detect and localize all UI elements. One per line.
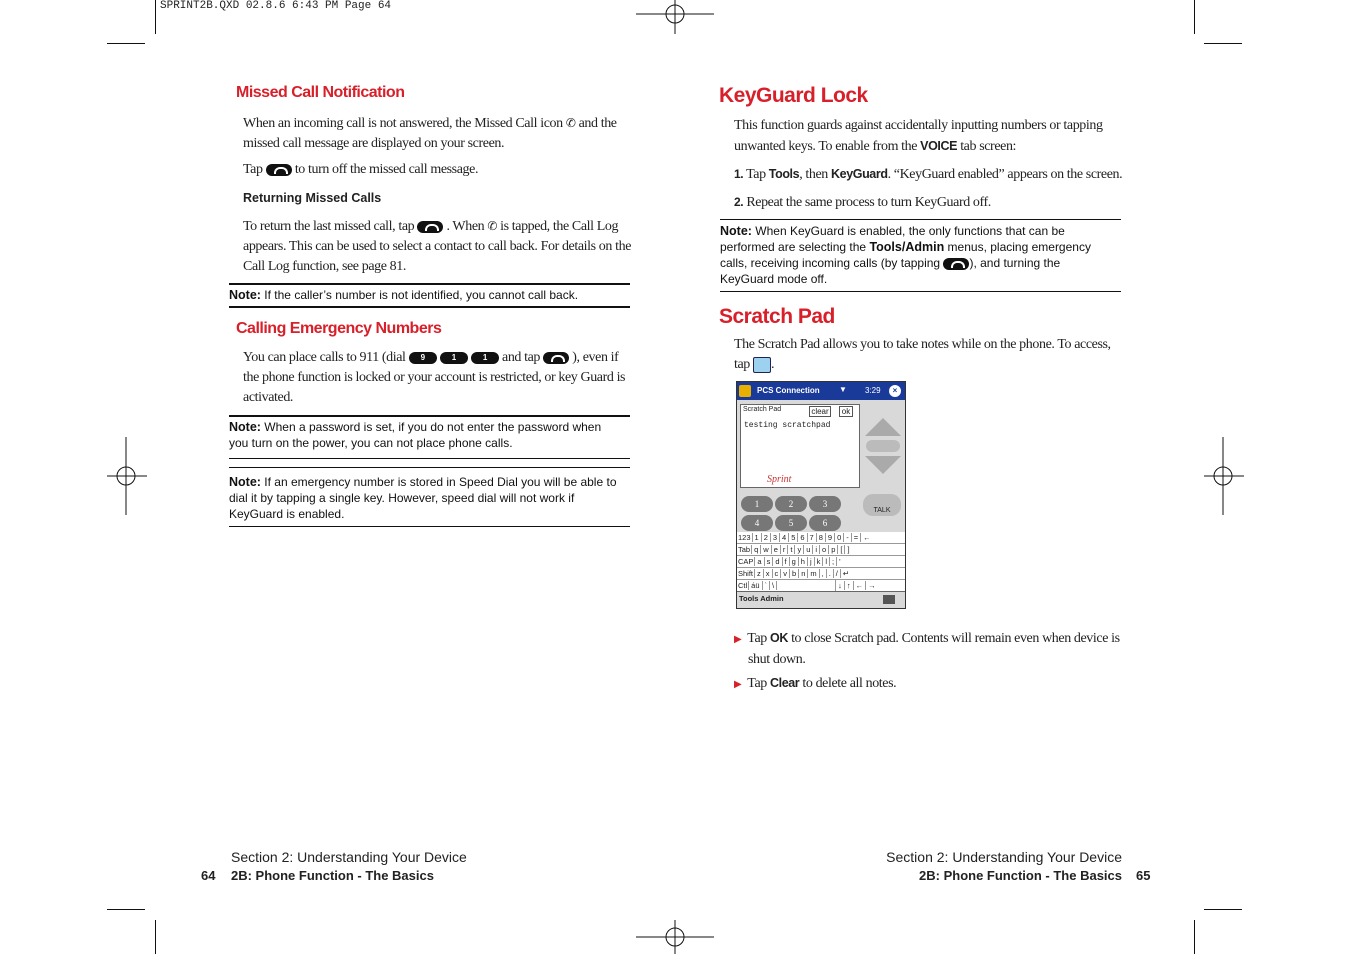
- kb-key[interactable]: ;: [830, 557, 837, 566]
- missed-call-tap: [243, 160, 478, 180]
- scratch-pad-paragraph: [734, 335, 1129, 375]
- missed-call-icon: ✆: [487, 219, 498, 233]
- key-4[interactable]: 4: [741, 515, 773, 531]
- divider: [229, 458, 630, 459]
- missed-call-heading: Missed Call Notification: [236, 84, 405, 101]
- bullet-arrow-icon: ▶: [734, 679, 742, 690]
- key-6[interactable]: 6: [809, 515, 841, 531]
- kb-key[interactable]: t: [788, 545, 795, 554]
- text: to turn off the missed call message.: [294, 162, 479, 177]
- text: If the caller’s number is not identified, you cannot call back.: [264, 288, 579, 302]
- talk-label: TALK: [873, 507, 891, 514]
- dial-keys: [740, 494, 860, 532]
- divider: [229, 526, 630, 527]
- keyguard-step-2: [734, 192, 1134, 213]
- text: tap: [734, 357, 750, 372]
- kb-key[interactable]: h: [799, 557, 808, 566]
- brand-logo: Sprint: [767, 474, 792, 485]
- soft-keyboard[interactable]: [737, 532, 905, 592]
- windows-start-icon[interactable]: [739, 385, 751, 397]
- kb-key[interactable]: v: [781, 569, 790, 578]
- text: To return the last missed call, tap: [243, 219, 415, 234]
- kb-key[interactable]: n: [799, 569, 808, 578]
- text: , then: [799, 167, 828, 182]
- registration-mark-left: [107, 437, 147, 515]
- text: appears. This can be used to select a contact to call back. For details on the: [243, 239, 632, 254]
- text: Repeat the same process to turn KeyGuard off.: [746, 195, 991, 210]
- kb-key[interactable]: f: [783, 557, 790, 566]
- kb-key[interactable]: Shift: [738, 569, 754, 578]
- kb-key[interactable]: 5: [789, 533, 798, 542]
- text: the phone function is locked or your account is restricted, or key Guard is: [243, 370, 626, 385]
- kb-key[interactable]: `: [763, 581, 771, 590]
- key-5[interactable]: 5: [775, 515, 807, 531]
- text: You can place calls to 911 (dial: [243, 350, 406, 365]
- down-arrow-icon[interactable]: [865, 456, 901, 474]
- note-caller: [229, 287, 578, 303]
- text: This function guards against accidentally inputting numbers or tapping: [734, 118, 1103, 133]
- kb-key[interactable]: b: [790, 569, 799, 578]
- title-bar: [737, 382, 905, 400]
- note-speed-dial: [229, 474, 629, 522]
- tools-label: Tools: [768, 167, 800, 181]
- kb-key[interactable]: x: [764, 569, 773, 578]
- kb-key[interactable]: g: [790, 557, 799, 566]
- space-bar[interactable]: [777, 580, 836, 591]
- voice-label: VOICE: [920, 139, 958, 153]
- kb-key[interactable]: ': [839, 557, 841, 566]
- tools-admin-menu[interactable]: Tools Admin: [739, 594, 784, 603]
- text: and the: [578, 116, 617, 131]
- arrow-up-icon[interactable]: ↑: [845, 581, 854, 590]
- text: KeyGuard mode off.: [720, 272, 828, 286]
- scratch-pad-panel: [740, 404, 860, 488]
- text: Call Log function, see page 81.: [243, 259, 406, 274]
- up-arrow-icon[interactable]: [865, 418, 901, 436]
- note-label: Note:: [229, 288, 261, 302]
- kb-key[interactable]: u: [804, 545, 813, 554]
- keyboard-row-2: [737, 544, 905, 556]
- footer-page-number: 64: [201, 868, 216, 883]
- keyguard-label: KeyGuard: [831, 167, 888, 181]
- missed-call-icon: ✆: [565, 116, 576, 130]
- end-key-icon: [266, 164, 292, 176]
- registration-mark-top: [636, 0, 714, 34]
- kb-key[interactable]: -: [844, 533, 852, 542]
- text: Tap: [747, 631, 767, 646]
- note-label: Note:: [229, 420, 261, 434]
- crop-mark: [1194, 0, 1195, 34]
- kb-key[interactable]: CAP: [738, 557, 754, 566]
- arrow-right-icon[interactable]: →: [868, 581, 876, 590]
- note-keyguard: [720, 223, 1125, 287]
- kb-key[interactable]: w: [761, 545, 771, 554]
- kb-key[interactable]: Tab: [738, 545, 751, 554]
- returning-missed-calls-heading: Returning Missed Calls: [243, 191, 382, 205]
- text: When an incoming call is not answered, the Missed Call icon: [243, 116, 563, 131]
- bullet-arrow-icon: ▶: [734, 634, 742, 645]
- backspace-icon[interactable]: ←: [863, 533, 871, 542]
- emergency-paragraph: [243, 348, 633, 408]
- kb-key[interactable]: 6: [798, 533, 807, 542]
- divider: [229, 467, 630, 468]
- kb-key[interactable]: m: [808, 569, 819, 578]
- missed-call-paragraph: [243, 113, 633, 154]
- kb-key[interactable]: e: [772, 545, 781, 554]
- key-1-icon: 1: [440, 352, 468, 364]
- screen-title: PCS Connection: [757, 386, 820, 395]
- kb-key[interactable]: c: [773, 569, 782, 578]
- bullet-clear: [734, 673, 1129, 695]
- kb-key[interactable]: a: [755, 557, 764, 566]
- crop-mark: [107, 909, 145, 910]
- step-number: 2.: [734, 195, 744, 209]
- arrow-left-icon[interactable]: ←: [854, 581, 867, 590]
- footer-chapter: 2B: Phone Function - The Basics: [919, 868, 1122, 883]
- signal-icon: ▼: [839, 385, 847, 394]
- text: activated.: [243, 390, 294, 405]
- keyguard-heading: KeyGuard Lock: [719, 84, 868, 107]
- kb-key[interactable]: 1: [753, 533, 762, 542]
- keyboard-icon[interactable]: [883, 595, 895, 604]
- step-number: 1.: [734, 167, 744, 181]
- kb-key[interactable]: ]: [847, 545, 850, 554]
- kb-key[interactable]: 9: [826, 533, 835, 542]
- returning-paragraph: [243, 216, 633, 277]
- keyboard-row-4: [737, 568, 905, 580]
- text: The Scratch Pad allows you to take notes while on the phone. To access,: [734, 337, 1111, 352]
- footer-chapter: 2B: Phone Function - The Basics: [231, 868, 434, 883]
- divider: [229, 306, 630, 308]
- talk-button[interactable]: [863, 494, 901, 516]
- text: shut down.: [748, 652, 806, 667]
- note-text-area[interactable]: testing scratchpad: [744, 421, 831, 430]
- divider: [229, 415, 630, 417]
- text: and tap: [502, 350, 541, 365]
- menu-bar: [737, 591, 905, 608]
- talk-key-icon: [543, 352, 569, 364]
- crop-mark: [1204, 43, 1242, 44]
- enter-icon[interactable]: ↵: [842, 569, 850, 578]
- registration-mark-right: [1204, 437, 1244, 515]
- keyguard-paragraph: [734, 116, 1129, 157]
- footer-section: Section 2: Understanding Your Device: [231, 849, 467, 865]
- text: When a password is set, if you do not enter the password when: [264, 420, 602, 434]
- keyguard-step-1: [734, 164, 1134, 185]
- kb-key[interactable]: .: [827, 569, 834, 578]
- crop-mark: [155, 0, 156, 34]
- clock: 3:29: [865, 386, 881, 395]
- keyboard-row-3: [737, 556, 905, 568]
- crop-mark: [1204, 909, 1242, 910]
- kb-key[interactable]: l: [823, 557, 830, 566]
- kb-key[interactable]: 0: [835, 533, 844, 542]
- keyboard-row-1: [737, 532, 905, 544]
- kb-key[interactable]: p: [829, 545, 838, 554]
- text: .: [771, 357, 775, 372]
- footer-page-number: 65: [1136, 868, 1151, 883]
- note-label: Note:: [229, 475, 261, 489]
- key-9-icon: 9: [409, 352, 437, 364]
- crop-mark: [1194, 920, 1195, 954]
- kb-key[interactable]: ,: [820, 569, 827, 578]
- crop-mark: [155, 920, 156, 954]
- text: to delete all notes.: [802, 676, 897, 691]
- note-password: [229, 419, 629, 451]
- text: ), and turning the: [969, 256, 1061, 270]
- kb-key[interactable]: k: [815, 557, 824, 566]
- tools-admin-label: Tools/Admin: [869, 240, 945, 254]
- kb-key[interactable]: /: [834, 569, 841, 578]
- device-screenshot: [736, 381, 906, 609]
- divider: [720, 219, 1121, 220]
- text: menus, placing emergency: [947, 240, 1091, 254]
- crop-mark: [107, 43, 145, 44]
- text: is tapped, the Call Log: [500, 219, 619, 234]
- close-icon[interactable]: ×: [889, 385, 901, 397]
- clear-button[interactable]: clear: [809, 406, 831, 417]
- kb-key[interactable]: 8: [817, 533, 826, 542]
- footer-section: Section 2: Understanding Your Device: [886, 849, 1122, 865]
- text: to close Scratch pad. Contents will remain even when device is: [791, 631, 1120, 646]
- kb-key[interactable]: 3: [771, 533, 780, 542]
- talk-key-icon: [943, 258, 969, 270]
- kb-key[interactable]: o: [820, 545, 829, 554]
- divider: [229, 283, 630, 285]
- pad-label: Scratch Pad: [743, 406, 782, 413]
- kb-key[interactable]: áü: [749, 581, 762, 590]
- kb-key[interactable]: \: [770, 581, 777, 590]
- kb-key[interactable]: [: [838, 545, 845, 554]
- arrow-down-icon[interactable]: ↓: [836, 581, 845, 590]
- key-2[interactable]: 2: [775, 496, 807, 512]
- kb-key[interactable]: d: [773, 557, 782, 566]
- text: When KeyGuard is enabled, the only functions that can be: [755, 224, 1065, 238]
- kb-key[interactable]: 4: [780, 533, 789, 542]
- text: tab screen:: [960, 139, 1017, 154]
- text: . “KeyGuard enabled” appears on the screen.: [887, 167, 1123, 182]
- text: performed are selecting the: [720, 240, 867, 254]
- emergency-heading: Calling Emergency Numbers: [236, 320, 442, 337]
- divider: [720, 291, 1121, 292]
- nav-pad[interactable]: [865, 404, 901, 486]
- text: Tap: [747, 676, 767, 691]
- ok-label: OK: [770, 631, 788, 645]
- kb-key[interactable]: s: [765, 557, 774, 566]
- text: you turn on the power, you can not place phone calls.: [229, 436, 513, 450]
- kb-key[interactable]: z: [755, 569, 764, 578]
- kb-key[interactable]: Ctl: [738, 581, 748, 590]
- text: If an emergency number is stored in Speed Dial you will be able to: [264, 475, 617, 489]
- kb-key[interactable]: r: [781, 545, 789, 554]
- text: . When: [446, 219, 485, 234]
- scratch-pad-icon: [753, 357, 771, 373]
- speaker-icon[interactable]: [866, 440, 900, 452]
- talk-key-icon: [417, 221, 443, 233]
- text: dial it by tapping a single key. However, speed dial will not work if: [229, 491, 575, 505]
- text: missed call message are displayed on your screen.: [243, 136, 505, 151]
- clear-label: Clear: [770, 676, 800, 690]
- text: KeyGuard is enabled.: [229, 507, 345, 521]
- registration-mark-bottom: [636, 920, 714, 954]
- ok-button[interactable]: ok: [839, 406, 853, 417]
- key-1-icon: 1: [471, 352, 499, 364]
- text: unwanted keys. To enable from the: [734, 139, 918, 154]
- kb-key[interactable]: 2: [762, 533, 771, 542]
- key-1[interactable]: 1: [741, 496, 773, 512]
- note-label: Note:: [720, 224, 752, 238]
- kb-key[interactable]: 7: [808, 533, 817, 542]
- text: ), even if: [572, 350, 619, 365]
- bullet-ok: [734, 628, 1129, 670]
- kb-key[interactable]: =: [852, 533, 861, 542]
- kb-key[interactable]: j: [808, 557, 815, 566]
- key-3[interactable]: 3: [809, 496, 841, 512]
- text: calls, receiving incoming calls (by tapping: [720, 256, 941, 270]
- kb-key[interactable]: q: [752, 545, 761, 554]
- text: Tap: [243, 162, 263, 177]
- scratch-pad-heading: Scratch Pad: [719, 305, 835, 328]
- kb-key[interactable]: y: [795, 545, 804, 554]
- slug-line: SPRINT2B.QXD 02.8.6 6:43 PM Page 64: [160, 0, 392, 12]
- kb-key[interactable]: i: [813, 545, 820, 554]
- kb-key[interactable]: 123: [738, 533, 751, 542]
- text: Tap: [746, 167, 766, 182]
